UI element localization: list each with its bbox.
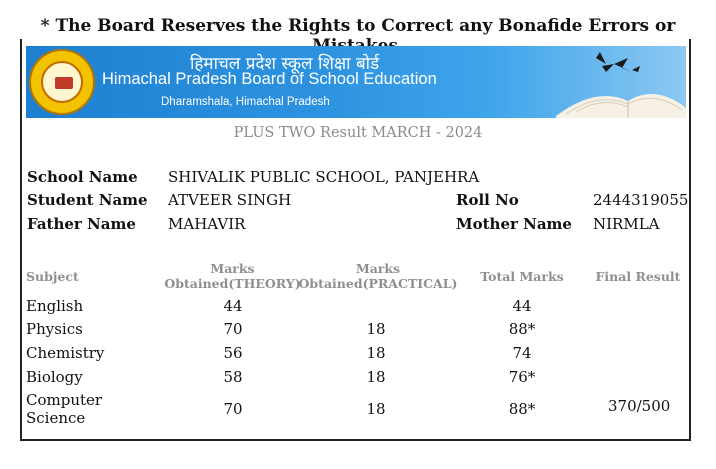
book-icon <box>55 77 73 89</box>
row-physics-subject: Physics <box>26 320 83 338</box>
board-subtitle: Dharamshala, Himachal Pradesh <box>161 96 330 108</box>
row-biology-theory: 58 <box>223 368 243 386</box>
board-title: Himachal Pradesh Board of School Education <box>102 70 437 88</box>
father-name-label: Father Name <box>27 215 136 233</box>
row-chemistry-theory: 56 <box>223 344 243 362</box>
board-logo <box>29 49 95 115</box>
row-english-theory: 44 <box>223 297 243 315</box>
mother-name-value: NIRMLA <box>593 215 660 233</box>
header-theory: Marks Obtained(THEORY) <box>164 261 301 291</box>
father-name-value: MAHAVIR <box>168 215 246 233</box>
row-cs-total: 88* <box>508 400 536 418</box>
row-physics-practical: 18 <box>366 320 386 338</box>
header-final: Final Result <box>595 269 681 284</box>
header-practical: Marks Obtained(PRACTICAL) <box>298 261 458 291</box>
mother-name-label: Mother Name <box>456 215 572 233</box>
row-english-subject: English <box>26 297 84 315</box>
row-cs-subject: Computer Science <box>26 391 103 427</box>
board-hindi-title: हिमाचल प्रदेश स्कूल शिक्षा बोर्ड <box>190 54 380 74</box>
row-english-total: 44 <box>512 297 532 315</box>
exam-title: PLUS TWO Result MARCH - 2024 <box>233 125 483 141</box>
row-cs-practical: 18 <box>366 400 386 418</box>
row-chemistry-subject: Chemistry <box>26 344 105 362</box>
roll-no-value: 2444319055 <box>593 191 689 209</box>
row-biology-total: 76* <box>508 368 536 386</box>
school-name-label: School Name <box>27 168 138 186</box>
school-name-value: SHIVALIK PUBLIC SCHOOL, PANJEHRA <box>168 168 480 186</box>
row-biology-subject: Biology <box>26 368 83 386</box>
board-banner <box>26 46 686 118</box>
header-total: Total Marks <box>480 269 564 284</box>
row-biology-practical: 18 <box>366 368 386 386</box>
row-physics-theory: 70 <box>223 320 243 338</box>
row-physics-total: 88* <box>508 320 536 338</box>
logo-emblem <box>41 61 83 103</box>
notice-text: * The Board Reserves the Rights to Correct any Bonafide Errors or <box>40 16 676 36</box>
row-cs-theory: 70 <box>223 400 243 418</box>
header-subject: Subject <box>26 269 79 284</box>
final-result-value: 370/500 <box>608 397 671 415</box>
open-book-icon <box>536 46 686 118</box>
row-chemistry-total: 74 <box>512 344 532 362</box>
row-chemistry-practical: 18 <box>366 344 386 362</box>
roll-no-label: Roll No <box>456 191 519 209</box>
student-name-label: Student Name <box>27 191 148 209</box>
student-name-value: ATVEER SINGH <box>168 191 292 209</box>
